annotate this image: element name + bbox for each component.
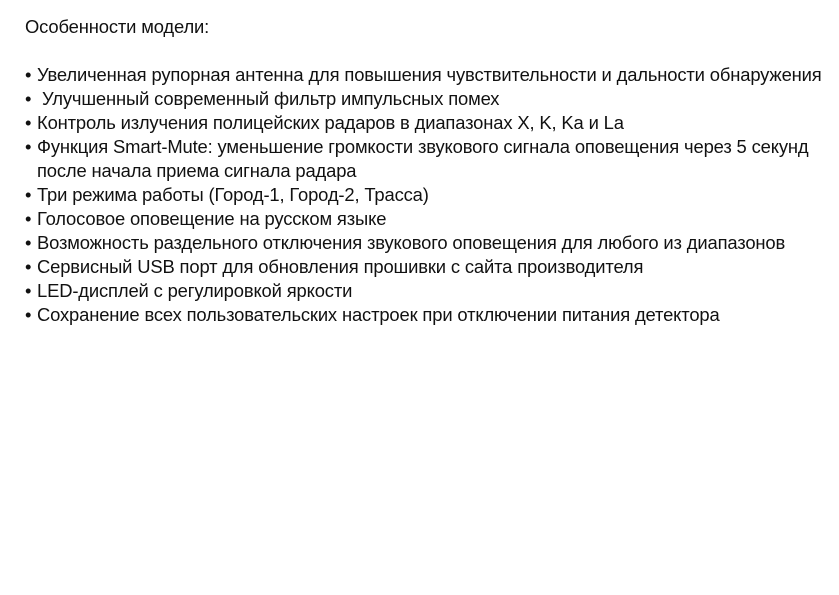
- feature-item: [25, 279, 825, 303]
- bullet-icon: •: [25, 136, 32, 157]
- bullet-icon: •: [25, 184, 32, 205]
- feature-text: Три режима работы (Город-1, Город-2, Трасса): [37, 184, 429, 205]
- feature-item: [25, 87, 825, 111]
- feature-text: Сохранение всех пользовательских настроек при отключении питания детектора: [37, 304, 720, 325]
- bullet-icon: •: [25, 304, 32, 325]
- feature-item: [25, 255, 825, 279]
- feature-item: [25, 207, 825, 231]
- feature-text: Сервисный USB порт для обновления прошивки с сайта производителя: [37, 256, 644, 277]
- feature-text: Возможность раздельного отключения звукового оповещения для любого из диапазонов: [37, 232, 786, 253]
- feature-text: LED-дисплей с регулировкой яркости: [37, 280, 353, 301]
- bullet-icon: •: [25, 64, 32, 85]
- feature-text: Увеличенная рупорная антенна для повышения чувствительности и дальности обнаружения: [37, 64, 822, 85]
- bullet-icon: •: [25, 112, 32, 133]
- bullet-icon: •: [25, 208, 32, 229]
- bullet-icon: •: [25, 232, 32, 253]
- feature-item: [25, 183, 825, 207]
- feature-item: [25, 231, 825, 255]
- feature-text: Контроль излучения полицейских радаров в диапазонах X, K, Ka и La: [37, 112, 624, 133]
- feature-item: [25, 303, 825, 327]
- feature-item: [25, 111, 825, 135]
- feature-item: [25, 135, 825, 183]
- bullet-icon: •: [25, 88, 32, 109]
- bullet-icon: •: [25, 280, 32, 301]
- feature-text: Функция Smart-Mute: уменьшение громкости звукового сигнала оповещения через 5 секунд после начала приема сигнала радара: [37, 136, 814, 181]
- feature-text: Улучшенный современный фильтр импульсных помех: [37, 88, 500, 109]
- bullet-icon: •: [25, 256, 32, 277]
- feature-list: [25, 63, 825, 327]
- feature-text: Голосовое оповещение на русском языке: [37, 208, 387, 229]
- document-page: [25, 15, 825, 327]
- page-title: Особенности модели:: [25, 16, 210, 37]
- feature-item: [25, 63, 825, 87]
